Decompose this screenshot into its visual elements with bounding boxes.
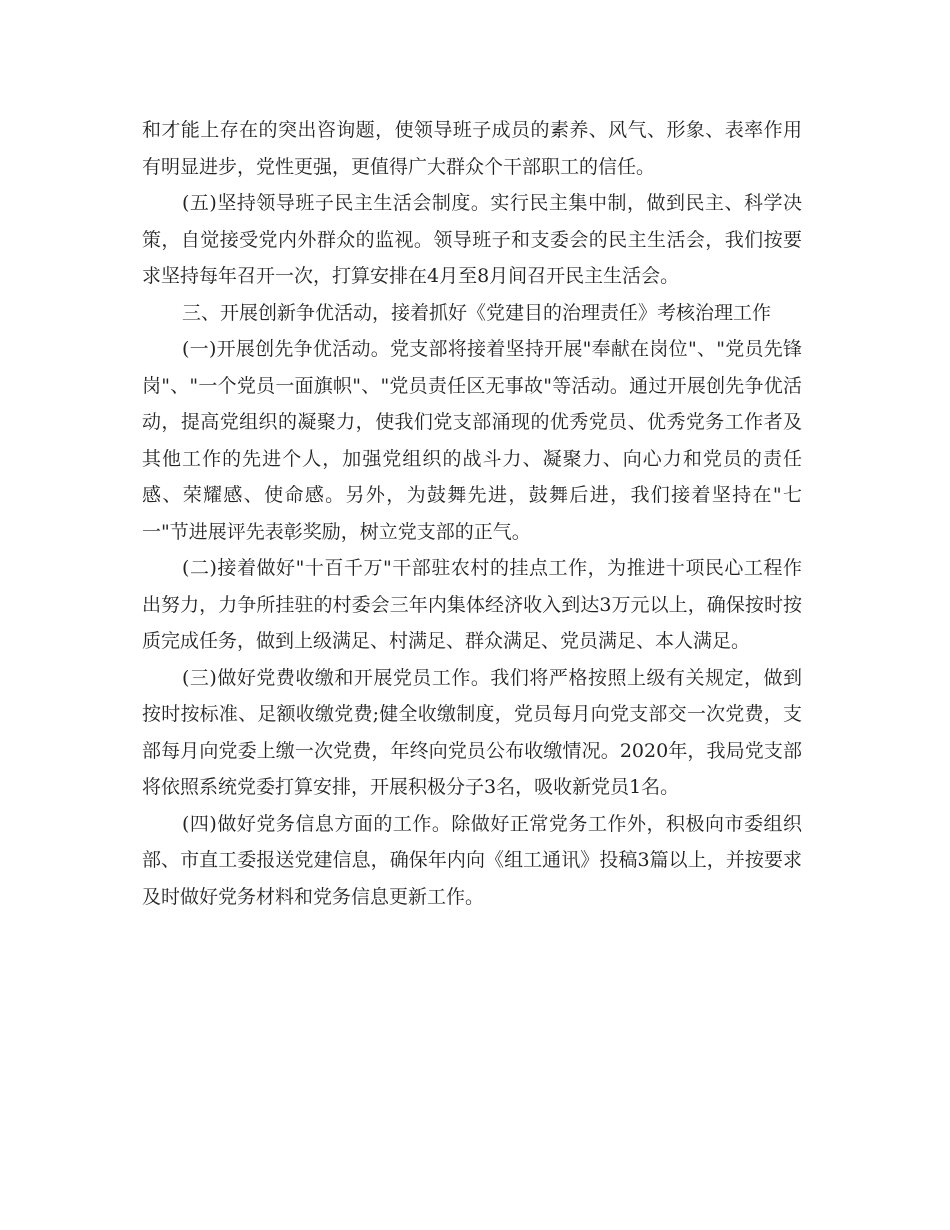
paragraph-five: (五)坚持领导班子民主生活会制度。实行民主集中制，做到民主、科学决策，自觉接受党内外群众的监视。领导班子和支委会的民主生活会，我们按要求坚持每年召开一次，打算安排在4月至8月间召开民主生活会。 <box>142 192 802 287</box>
paragraph-one: (一)开展创先争优活动。党支部将接着坚持开展"奉献在岗位"、"党员先锋岗"、"一个党员一面旗帜"、"党员责任区无事故"等活动。通过开展创先争优活动，提高党组织的凝聚力，使我们党支部涌现的优秀党员、优秀党务工作者及其他工作的先进个人，加强党组织的战斗力、凝聚力、向心力和党员的责任感、荣耀感、使命感。另外，为鼓舞先进，鼓舞后进，我们接着坚持在"七一"节进展评先表彰奖励，树立党支部的正气。 <box>142 338 802 543</box>
paragraph-three: (三)做好党费收缴和开展党员工作。我们将严格按照上级有关规定，做到按时按标准、足额收缴党费;健全收缴制度，党员每月向党支部交一次党费，支部每月向党委上缴一次党费，年终向党员公布收缴情况。2020年，我局党支部将依照系统党委打算安排，开展积极分子3名，吸收新党员1名。 <box>142 666 802 798</box>
section-heading-three: 三、开展创新争优活动，接着抓好《党建目的治理责任》考核治理工作 <box>182 301 772 324</box>
paragraph-continuation: 和才能上存在的突出咨询题，使领导班子成员的素养、风气、形象、表率作用有明显进步，党性更强，更值得广大群众个干部职工的信任。 <box>142 119 802 178</box>
paragraph-two: (二)接着做好"十百千万"干部驻农村的挂点工作，为推进十项民心工程作出努力，力争所挂驻的村委会三年内集体经济收入到达3万元以上，确保按时按质完成任务，做到上级满足、村满足、群众满足、党员满足、本人满足。 <box>142 557 802 652</box>
document-body <box>142 112 802 915</box>
paragraph-four: (四)做好党务信息方面的工作。除做好正常党务工作外，积极向市委组织部、市直工委报送党建信息，确保年内向《组工通讯》投稿3篇以上，并按要求及时做好党务材料和党务信息更新工作。 <box>142 812 802 908</box>
